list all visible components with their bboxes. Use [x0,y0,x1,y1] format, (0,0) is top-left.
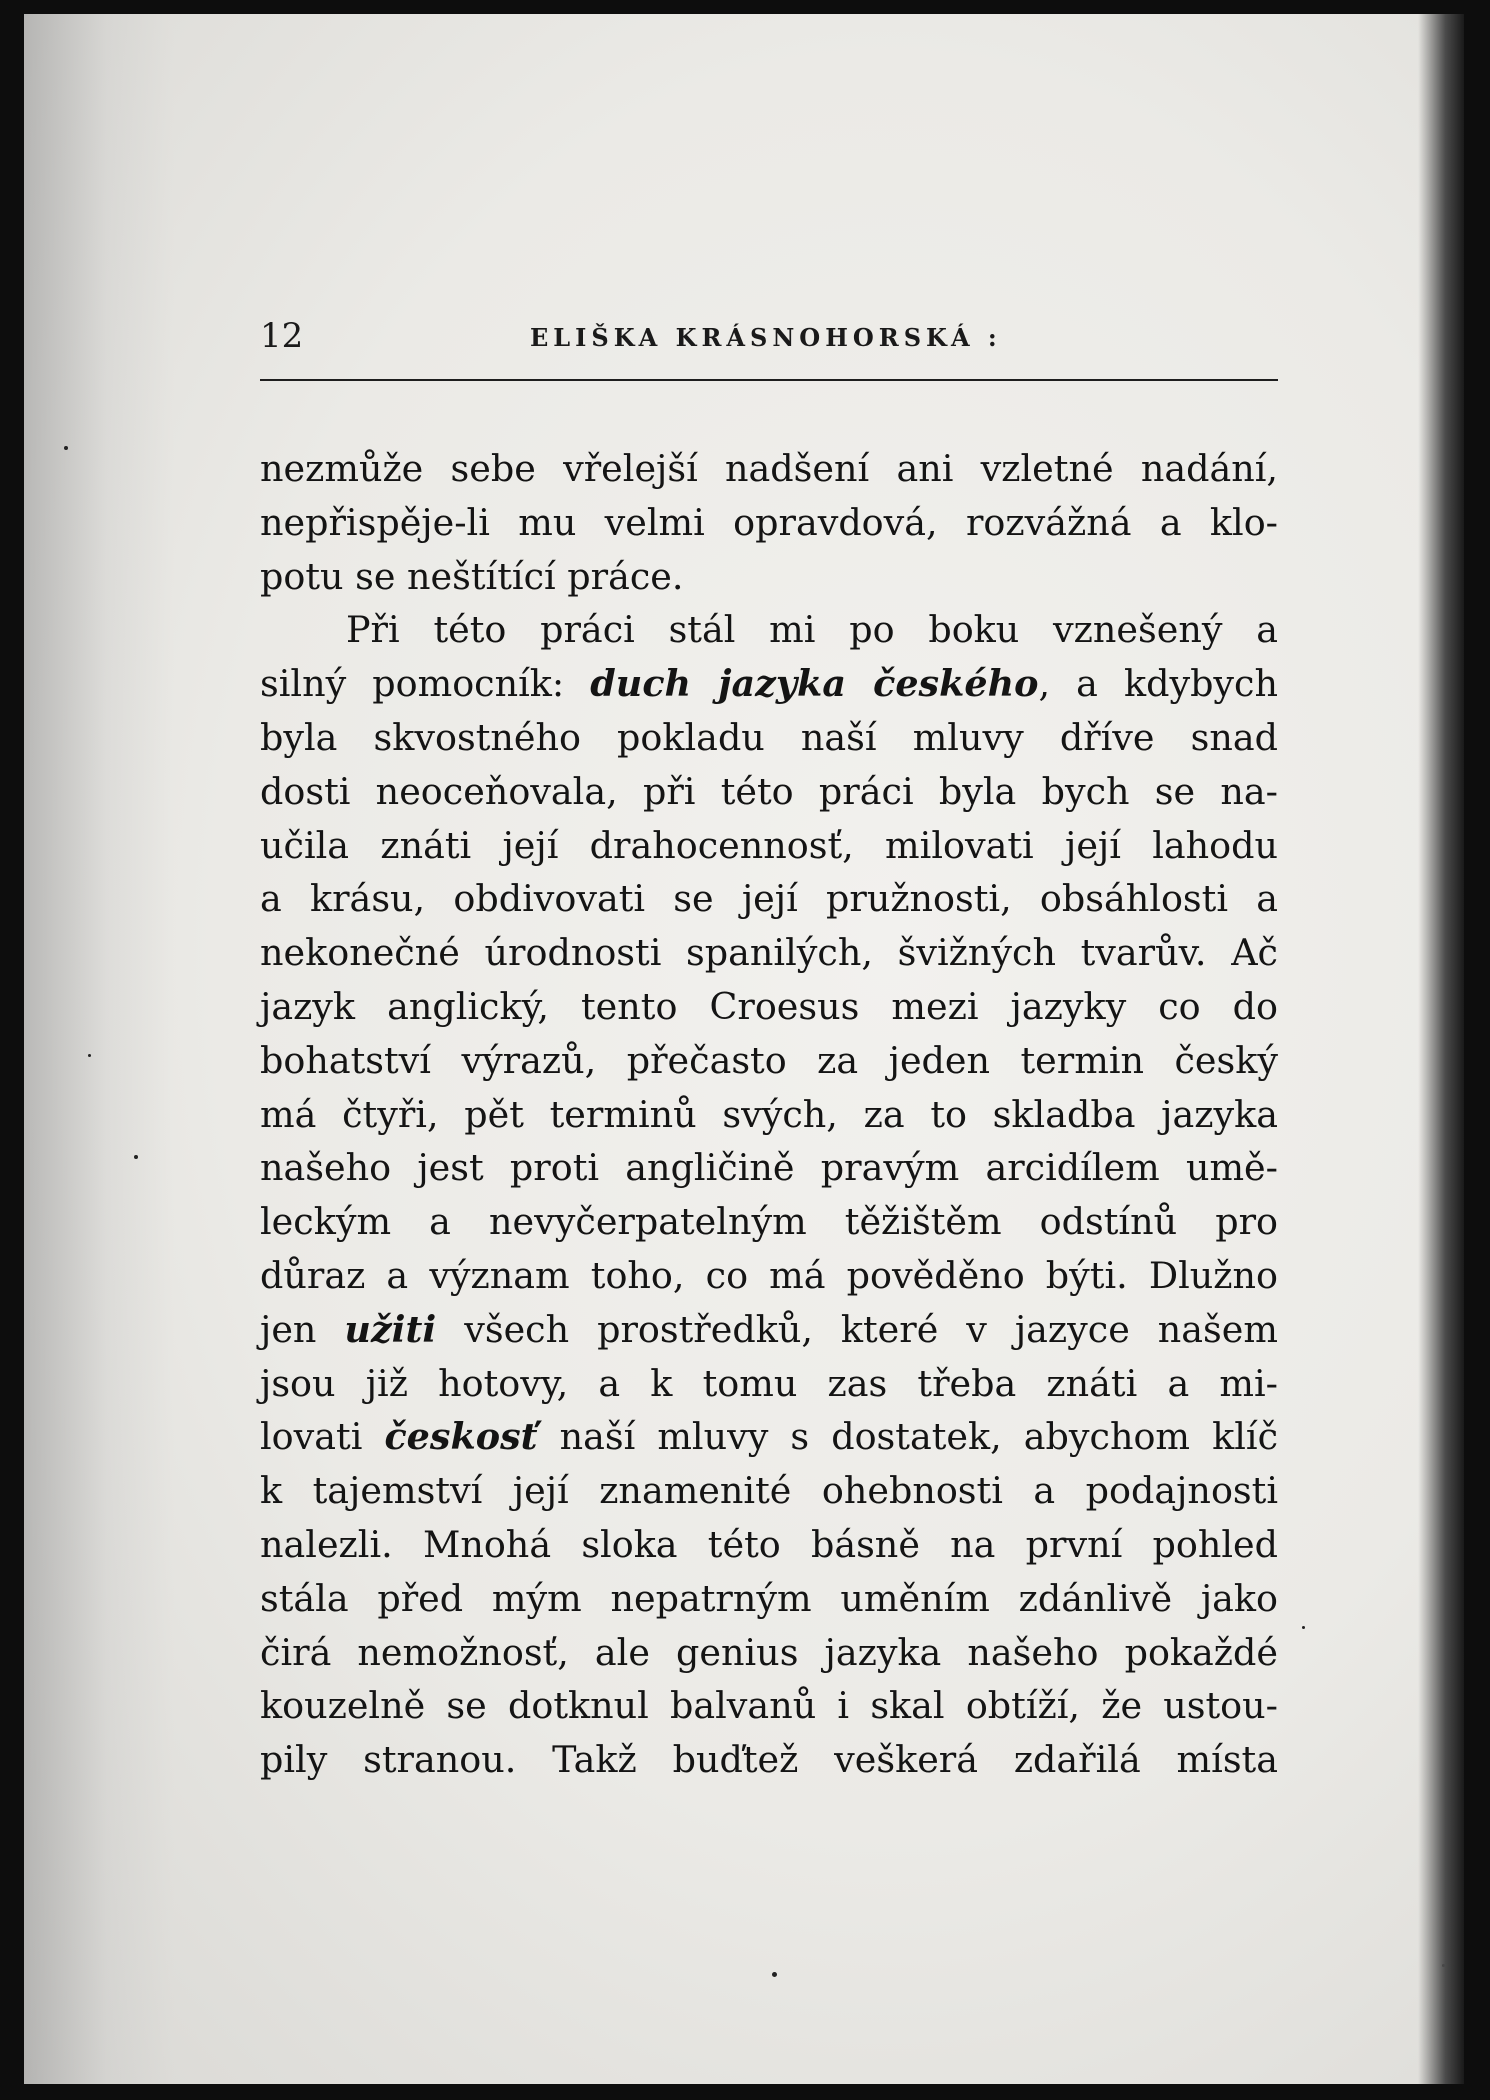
text-line: nepřispěje-li mu velmi opravdová, rozvážná a klo- [260,500,1278,544]
text-line: důraz a význam toho, co má pověděno býti. Dlužno [260,1253,1278,1297]
scan-speck [134,1155,138,1159]
text-line: nalezli. Mnohá sloka této básně na první pohled [260,1522,1278,1566]
header-rule [260,379,1278,381]
text-line: má čtyři, pět terminů svých, za to skladba jazyka [260,1092,1278,1136]
body-text [260,442,1278,1787]
text-run: všech prostředků, které v jazyce našem [464,1307,1278,1351]
page-header [260,314,1278,358]
text-line: bohatství výrazů, přečasto za jeden termin český [260,1038,1278,1082]
text-run: jen [260,1307,317,1351]
text-line: našeho jest proti angličině pravým arcidílem umě- [260,1146,1278,1190]
scan-speck [1442,1964,1445,1967]
text-line: učila znáti její drahocennosť, milovati její lahodu [260,823,1278,867]
text-line: čirá nemožnosť, ale genius jazyka našeho pokaždé [260,1630,1278,1674]
text-line: nezmůže sebe vřelejší nadšení ani vzletné nadání, [260,447,1278,490]
text-line: nekonečné úrodnosti spanilých, švižných tvarův. Ač [260,931,1278,975]
scan-speck [1450,1359,1457,1371]
text-line: dosti neoceňovala, při této práci byla bych se na- [260,769,1278,813]
text-line: potu se neštítící práce. [260,554,684,598]
scan-speck [772,1972,777,1977]
text-line: kouzelně se dotknul balvanů i skal obtíží, že ustou- [260,1684,1278,1728]
text-line: k tajemství její znamenité ohebnosti a podajnosti [260,1469,1278,1513]
scan-speck [88,1054,91,1057]
text-line: Při této práci stál mi po boku vznešený a [346,608,1278,652]
text-line: byla skvostného pokladu naší mluvy dříve snad [260,715,1278,759]
book-page [24,14,1464,2084]
text-line: a krásu, obdivovati se její pružnosti, obsáhlosti a [260,877,1278,921]
text-line: leckým a nevyčerpatelným těžištěm odstínů pro [260,1200,1278,1244]
running-head: ELIŠKA KRÁSNOHORSKÁ : [530,323,1002,352]
text-line: pily stranou. Takž buďtež veškerá zdařilá místa [260,1738,1278,1782]
scan-speck [1302,1626,1305,1629]
text-line [260,1303,1278,1357]
text-line: jazyk anglický, tento Croesus mezi jazyky co do [260,984,1278,1028]
text-line: jsou již hotovy, a k tomu zas třeba znáti a mi- [260,1361,1278,1405]
scan-speck [1449,1004,1453,1008]
text-line: stála před mým nepatrným uměním zdánlivě jako [260,1576,1278,1620]
text-run: naší mluvy s dostatek, abychom klíč [559,1415,1279,1459]
text-run: lovati [260,1415,363,1459]
emphasis: užiti [344,1307,437,1351]
page-number: 12 [260,316,304,356]
scan-speck [64,446,68,450]
text-line [260,657,1278,711]
emphasis: duch jazyka českého [590,662,1039,706]
text-run: silný pomocník: [260,662,565,706]
text-line [260,1410,1278,1464]
text-run: , a kdybych [1038,662,1279,706]
emphasis: českosť [384,1415,538,1459]
